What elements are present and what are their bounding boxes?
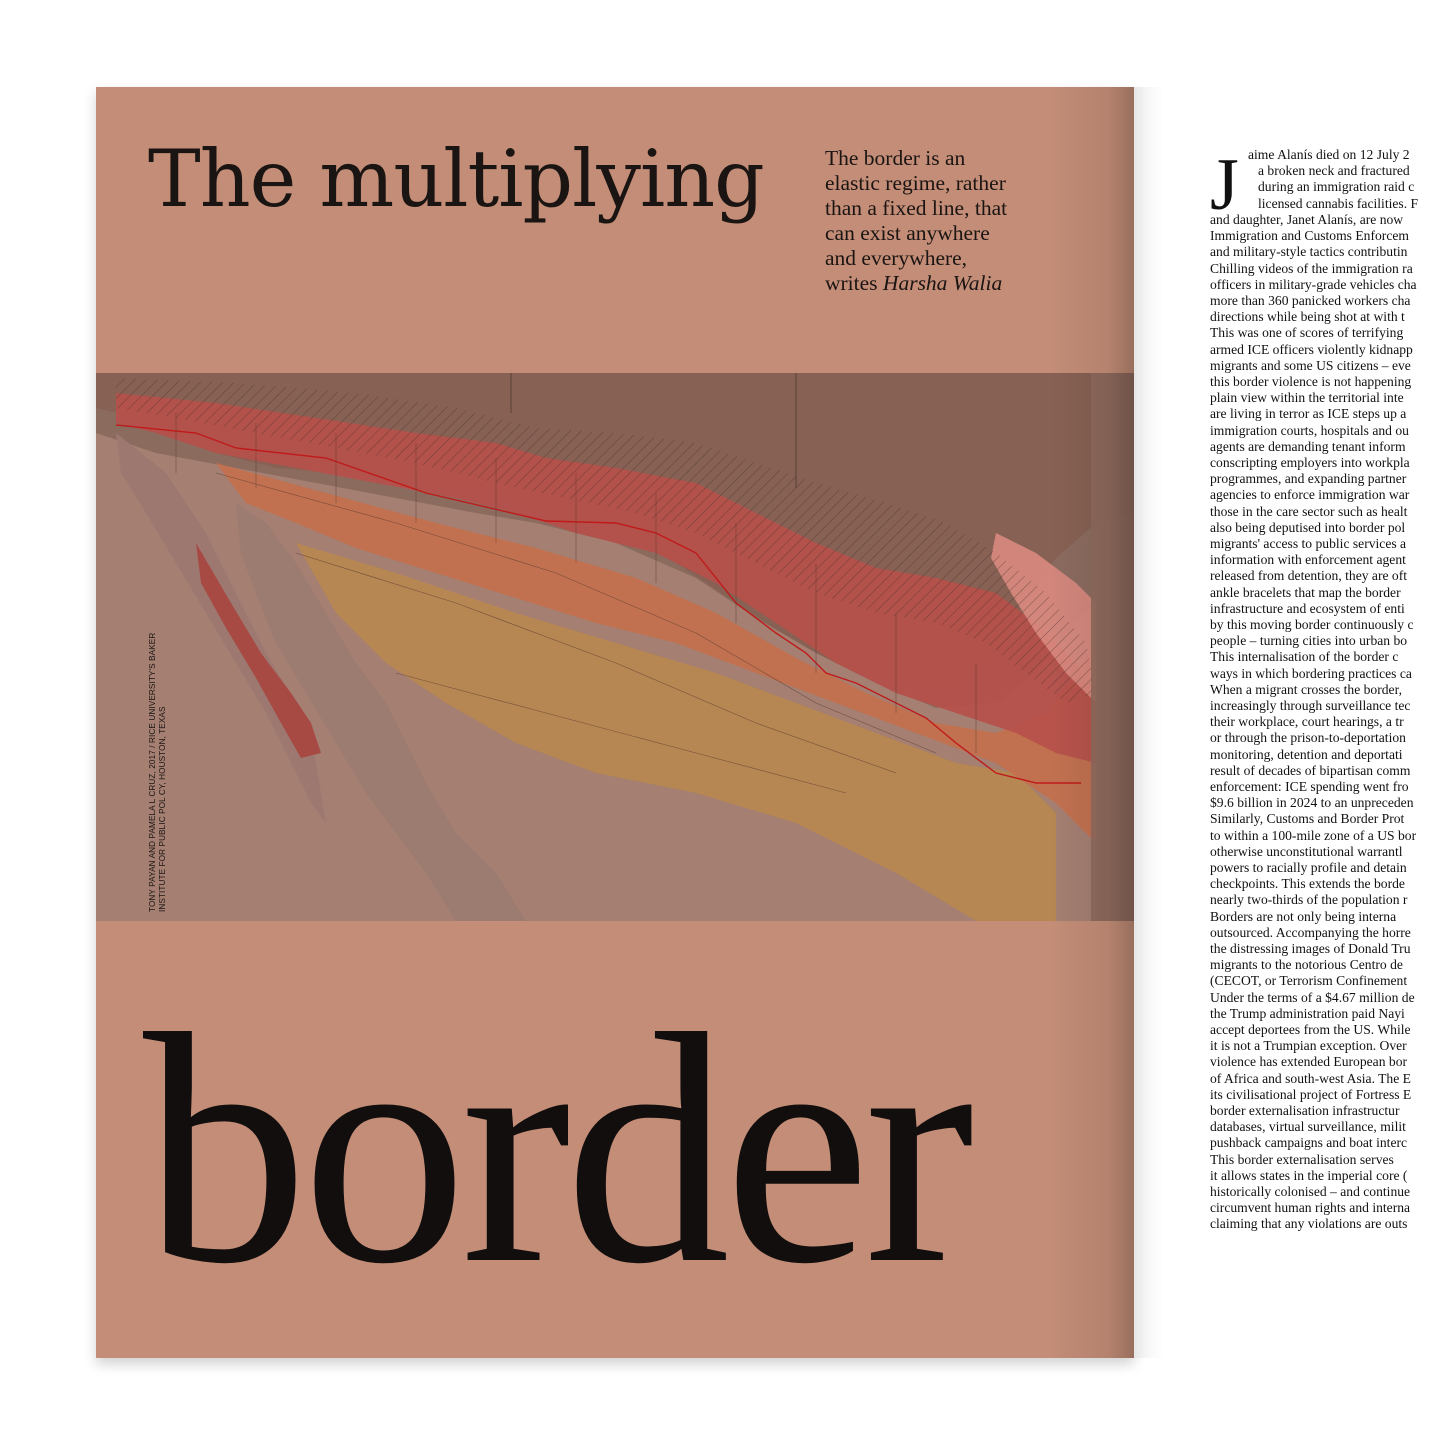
article-line: its civilisational project of Fortress E — [1210, 1086, 1412, 1102]
article-line: by this moving border continuously c — [1210, 617, 1414, 632]
article-line: increasingly through surveillance tec — [1210, 698, 1411, 713]
article-line: ankle bracelets that map the border — [1210, 584, 1401, 600]
article-line: monitoring, detention and deportati — [1210, 746, 1403, 762]
article-line: Immigration and Customs Enforcem — [1210, 228, 1409, 244]
article-line: immigration courts, hospitals and ou — [1210, 422, 1409, 438]
article-line: and military-style tactics contributin — [1210, 244, 1408, 260]
article-line: This border externalisation serves — [1210, 1151, 1394, 1167]
article-line: their workplace, court hearings, a tr — [1210, 714, 1404, 730]
map-right-edge — [1091, 373, 1134, 921]
article-line: Borders are not only being interna — [1210, 908, 1397, 924]
article-line: circumvent human rights and interna — [1210, 1200, 1411, 1216]
article-line: ways in which bordering practices ca — [1210, 665, 1412, 681]
article-line: Chilling videos of the immigration ra — [1210, 260, 1413, 276]
article-line: migrants and some US citizens – eve — [1210, 357, 1411, 373]
article-line: result of decades of bipartisan comm — [1210, 762, 1411, 778]
article-line: more than 360 panicked workers cha — [1210, 293, 1411, 308]
article-line: historically colonised – and continue — [1210, 1184, 1411, 1199]
standfirst — [825, 146, 1050, 296]
article-line: This was one of scores of terrifying — [1210, 325, 1404, 341]
article-line: accept deportees from the US. While — [1210, 1022, 1411, 1037]
article-line: agents are demanding tenant inform — [1210, 438, 1406, 454]
article-line: information with enforcement agent — [1210, 552, 1406, 568]
drop-cap: J — [1210, 144, 1239, 226]
article-line: are living in terror as ICE steps up a — [1210, 406, 1407, 422]
article-line: or through the prison-to-deportation — [1210, 730, 1406, 746]
article-line: plain view within the territorial inte — [1210, 390, 1404, 406]
article-line: pushback campaigns and boat interc — [1210, 1135, 1408, 1151]
article-line: databases, virtual surveillance, milit — [1210, 1119, 1406, 1135]
article-line: the Trump administration paid Nayi — [1210, 1005, 1405, 1021]
article-line: and daughter, Janet Alanís, are now — [1210, 212, 1404, 227]
byline-writes: writes — [825, 271, 883, 295]
article-line: claiming that any violations are outs — [1210, 1216, 1408, 1232]
article-lead-line: during an immigration raid c — [1258, 179, 1415, 195]
article-line: armed ICE officers violently kidnapp — [1210, 341, 1413, 357]
headline-line-2: border — [143, 967, 969, 1332]
article-line: people – turning cities into urban bo — [1210, 633, 1408, 649]
article-line: nearly two-thirds of the population r — [1210, 892, 1408, 908]
standfirst-byline — [825, 271, 1050, 296]
article-line: checkpoints. This extends the borde — [1210, 876, 1405, 892]
article-line: When a migrant crosses the border, — [1210, 681, 1402, 697]
article-lead-line: a broken neck and fractured — [1258, 163, 1410, 179]
article-line: otherwise unconstitutional warrantl — [1210, 843, 1403, 859]
article-line: This internalisation of the border c — [1210, 649, 1399, 665]
article-line: outsourced. Accompanying the horre — [1210, 924, 1411, 940]
article-line: violence has extended European bor — [1210, 1054, 1408, 1070]
article-line: powers to racially profile and detain — [1210, 860, 1407, 875]
map-credit-text — [148, 633, 168, 912]
map-credit — [148, 612, 167, 912]
standfirst-line: and everywhere, — [825, 246, 968, 270]
article-line: the distressing images of Donald Tru — [1210, 941, 1411, 956]
author-name: Harsha Walia — [882, 271, 1003, 295]
article-line: $9.6 billion in 2024 to an unpreceden — [1210, 795, 1414, 811]
standfirst-line: can exist anywhere — [825, 221, 990, 245]
article-line: of Africa and south-west Asia. The E — [1210, 1070, 1411, 1086]
article-line: this border violence is not happening — [1210, 374, 1412, 389]
standfirst-line: The border is an — [825, 146, 966, 170]
headline-line-1: The multiplying — [148, 133, 764, 225]
article-line: migrants to the notorious Centro de — [1210, 957, 1403, 973]
article-line: conscripting employers into workpla — [1210, 455, 1410, 470]
article-line: programmes, and expanding partner — [1210, 471, 1407, 487]
article-lead-line: licensed cannabis facilities. F — [1258, 195, 1419, 211]
article-line: enforcement: ICE spending went fro — [1210, 779, 1409, 794]
standfirst-line: elastic regime, rather — [825, 171, 1006, 195]
article-line: infrastructure and ecosystem of enti — [1210, 600, 1405, 616]
map-credit-line-2: INSTITUTE FOR PUBLIC POL CY, HOUSTON, TEXAS — [158, 706, 167, 912]
article-line: Similarly, Customs and Border Prot — [1210, 811, 1405, 827]
article-line: agencies to enforce immigration war — [1210, 487, 1410, 503]
article-line: to within a 100-mile zone of a US bor — [1210, 827, 1417, 843]
article-line: it allows states in the imperial core ( — [1210, 1167, 1408, 1183]
map-credit-line-1: TONY PAYAN AND PAMELA L CRUZ, 2017 / RICE UNIVERSITY'S BAKER — [148, 632, 157, 912]
border-map — [96, 373, 1134, 921]
article-line: (CECOT, or Terrorism Confinement — [1210, 973, 1408, 989]
article-lead-line: aime Alanís died on 12 July 2 — [1248, 147, 1410, 162]
article-line: border externalisation infrastructur — [1210, 1103, 1400, 1118]
standfirst-line: than a fixed line, that — [825, 196, 1008, 220]
article-line: migrants' access to public services a — [1210, 536, 1407, 551]
article-line: Under the terms of a $4.67 million de — [1210, 989, 1415, 1005]
article-line: those in the care sector such as healt — [1210, 503, 1408, 519]
article-line: directions while being shot at with t — [1210, 309, 1405, 325]
article-line: it is not a Trumpian exception. Over — [1210, 1038, 1407, 1054]
article-line: officers in military-grade vehicles cha — [1210, 276, 1417, 292]
border-map-graphic — [96, 373, 1134, 921]
article-line: also being deputised into border pol — [1210, 519, 1406, 535]
article-line: released from detention, they are oft — [1210, 568, 1408, 584]
